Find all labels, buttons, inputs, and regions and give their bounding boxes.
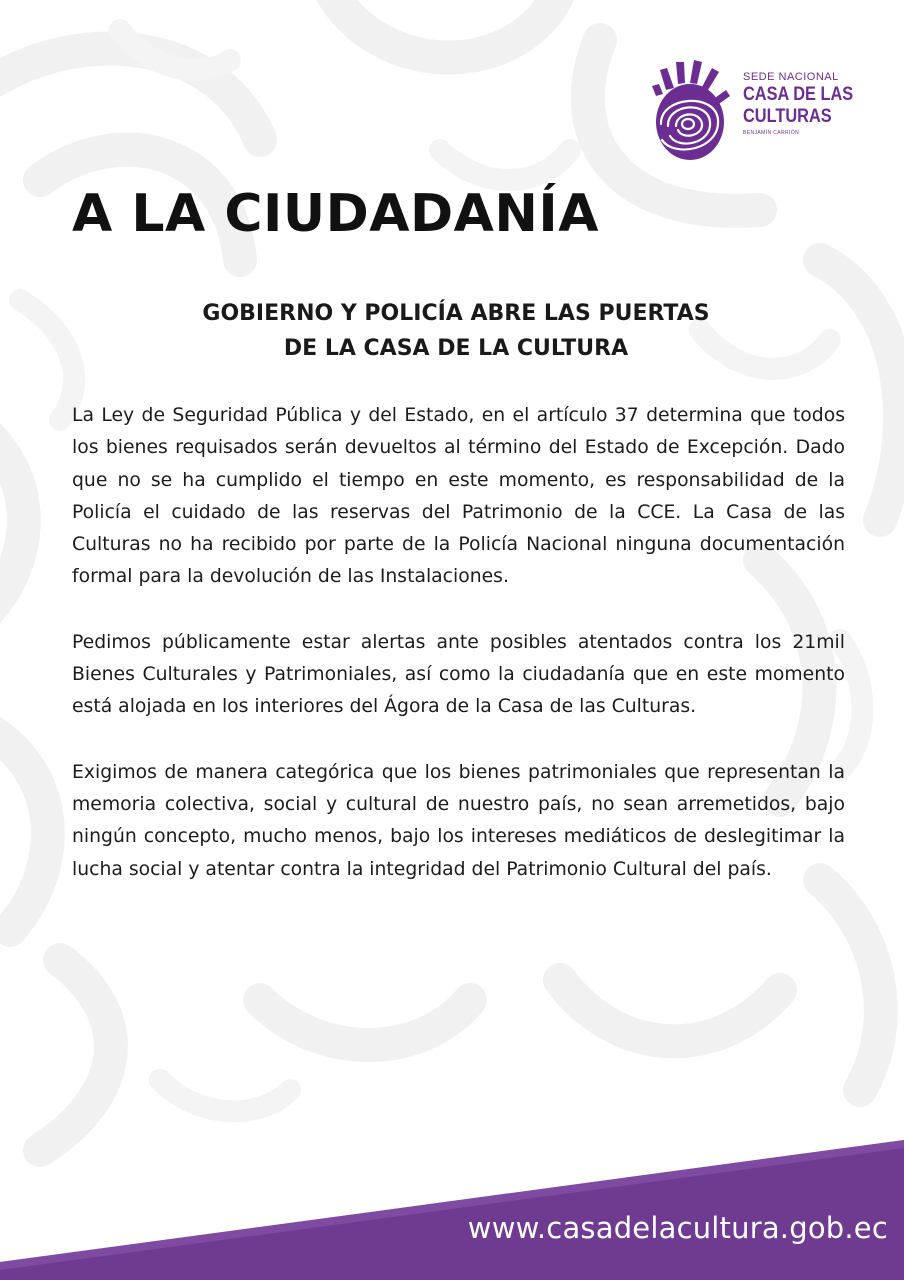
page-title: A LA CIUDADANÍA — [72, 184, 599, 244]
logo-name-line2: CULTURAS — [743, 106, 832, 127]
statement-body — [72, 400, 845, 919]
subheading — [72, 296, 840, 366]
footer-website-url: www.casadelacultura.gob.ec — [467, 1211, 888, 1245]
logo-subtitle: BENJAMÍN CARRIÓN — [743, 130, 800, 136]
logo-wordmark — [743, 70, 861, 137]
subheading-line-2: DE LA CASA DE LA CULTURA — [283, 336, 629, 361]
hand-fingerprint-icon — [652, 56, 732, 162]
paragraph-2: Pedimos públicamente estar alertas ante posibles atentados contra los 21mil Bienes Culturales y Patrimoniales, así como la ciudadanía que en este momento está alojada en los interiores del Ágora de la Casa de las Culturas. — [72, 631, 845, 718]
subheading-line-1: GOBIERNO Y POLICÍA ABRE LAS PUERTAS — [202, 301, 710, 326]
casa-de-las-culturas-logo — [652, 56, 862, 166]
logo-name-line1: CASA DE LAS — [743, 84, 854, 105]
paragraph-3: Exigimos de manera categórica que los bienes patrimoniales que representan la memoria colectiva, social y cultural de nuestro país, no sean arremetidos, bajo ningún concepto, mucho menos, bajo los intereses mediáticos de deslegitimar la lucha social y atentar contra la integridad del Patrimonio Cultural del país. — [72, 761, 845, 880]
paragraph-1: La Ley de Seguridad Pública y del Estado, en el artículo 37 determina que todos los bienes requisados serán devueltos al término del Estado de Excepción. Dado que no se ha cumplido el tiempo en este momento, es responsabilidad de la Policía el cuidado de las reservas del Patrimonio de la CCE. La Casa de las Culturas no ha recibido por parte de la Policía Nacional ninguna documentación formal para la devolución de las Instalaciones. — [72, 405, 845, 588]
logo-kicker: SEDE NACIONAL — [743, 71, 839, 83]
